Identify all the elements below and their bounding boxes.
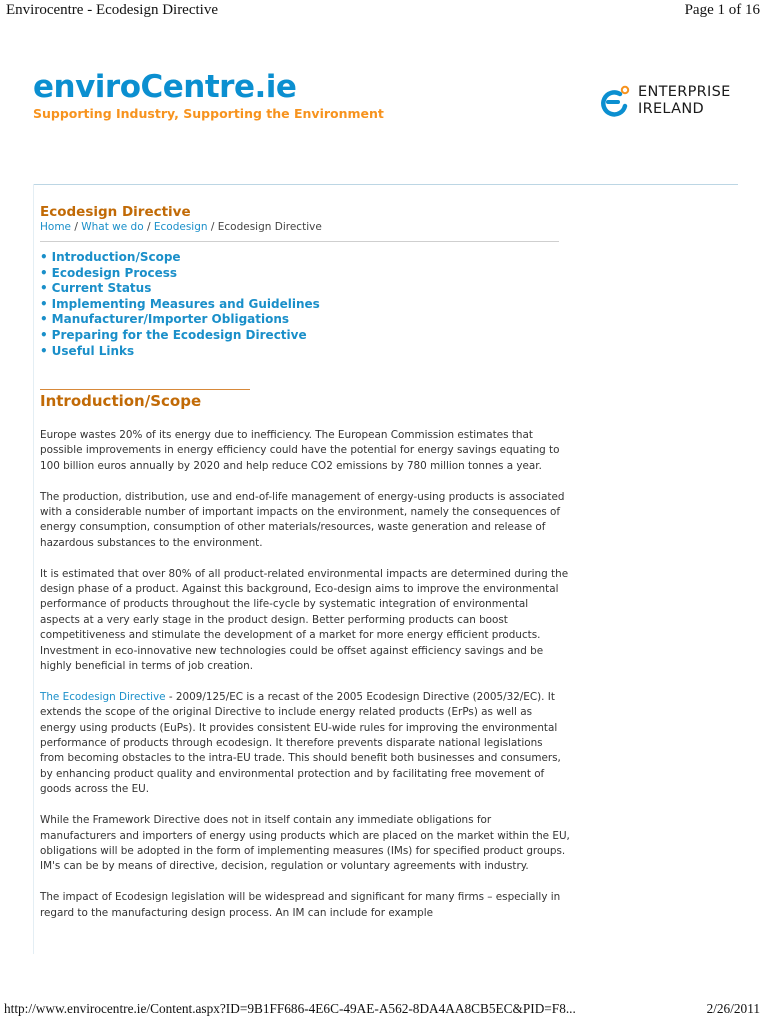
header-divider bbox=[33, 184, 738, 185]
article-body bbox=[40, 428, 570, 936]
print-footer-url: http://www.envirocentre.ie/Content.aspx?ID=9B1FF686-4E6C-49AE-A562-8DA4AA8CB5EC&PID=F8... bbox=[4, 1001, 576, 1016]
paragraph: The impact of Ecodesign legislation will be widespread and significant for many firms – especially in regard to the manufacturing design process. An IM can include for example bbox=[40, 891, 561, 919]
breadcrumb-ecodesign-link[interactable]: Ecodesign bbox=[153, 221, 208, 233]
toc-link-current-status[interactable] bbox=[40, 281, 320, 297]
paragraph: The production, distribution, use and end-of-life management of energy-using products is associated with a considerable number of important impacts on the environment, namely the consequences of energy consumption, consumption of other materials/resources, waste generation and release of hazardous substances to the environment. bbox=[40, 490, 565, 549]
breadcrumb-what-we-do-link[interactable]: What we do bbox=[81, 221, 144, 233]
enterprise-ireland-logo[interactable] bbox=[598, 84, 731, 118]
paragraph bbox=[40, 690, 570, 798]
breadcrumb-current: Ecodesign Directive bbox=[217, 221, 322, 233]
breadcrumb-separator: / bbox=[143, 221, 154, 233]
toc-link-preparing[interactable] bbox=[40, 328, 320, 344]
bullet-icon: • bbox=[40, 343, 48, 358]
print-footer-date: 2/26/2011 bbox=[706, 1001, 760, 1016]
bullet-icon: • bbox=[40, 250, 48, 264]
section-divider bbox=[40, 389, 250, 390]
enterprise-ireland-logo-icon bbox=[598, 84, 632, 118]
toc-link-label: Introduction/Scope bbox=[51, 250, 181, 264]
logo-tagline-part-a: Supporting Industry, bbox=[33, 106, 179, 121]
enterprise-ireland-text bbox=[638, 84, 731, 118]
enterprise-ireland-line1: ENTERPRISE bbox=[638, 84, 731, 100]
print-header-page: Page 1 of 16 bbox=[684, 2, 760, 18]
logo-tagline-part-b: Supporting the Environment bbox=[178, 106, 384, 121]
toc-link-introduction[interactable] bbox=[40, 250, 320, 266]
toc-link-label: Current Status bbox=[51, 281, 152, 296]
paragraph: It is estimated that over 80% of all product-related environmental impacts are determined during the design phase of a product. Against this background, Eco-design aims to improve the environmental performance of products throughout the life-cycle by systematic integration of environmental aspects at a very early stage in the product design. Better performing products can boost competitiveness and stimulate the development of a market for more energy efficient products. Investment in eco-innovative new technologies could be offset against efficiency savings and be highly beneficial in terms of job creation. bbox=[40, 567, 569, 673]
bullet-icon: • bbox=[40, 281, 48, 296]
logo-title: enviroCentre.ie bbox=[33, 69, 297, 105]
toc-link-label: Implementing Measures and Guidelines bbox=[51, 296, 320, 311]
paragraph-text: - 2009/125/EC is a recast of the 2005 Ecodesign Directive (2005/32/EC). It extends the scope of the original Directive to include energy related products (ErPs) as well as energy using products (EuPs). It provides consistent EU-wide rules for improving the environmental performance of products through ecodesign. It therefore prevents disparate national legislations from becoming obstacles to the intra-EU trade. This should benefit both businesses and consumers, by enhancing product quality and environmental protection and by facilitating free movement of goods across the EU. bbox=[40, 690, 561, 796]
logo-tagline bbox=[33, 106, 384, 121]
bullet-icon: • bbox=[40, 327, 48, 342]
toc-link-implementing-measures[interactable] bbox=[40, 297, 320, 313]
envirocentre-logo[interactable] bbox=[33, 70, 384, 121]
toc-link-useful-links[interactable] bbox=[40, 344, 320, 360]
toc-link-label: Ecodesign Process bbox=[51, 265, 178, 280]
breadcrumb-separator: / bbox=[71, 221, 82, 233]
toc-link-obligations[interactable] bbox=[40, 312, 320, 328]
print-header bbox=[0, 0, 768, 22]
breadcrumb-separator: / bbox=[207, 221, 218, 233]
print-header-title: Envirocentre - Ecodesign Directive bbox=[6, 2, 218, 18]
bullet-icon: • bbox=[40, 265, 48, 280]
section-title: Introduction/Scope bbox=[40, 392, 202, 410]
paragraph: While the Framework Directive does not in itself contain any immediate obligations for manufacturers and importers of energy using products which are placed on the market within the EU, obligations will be adopted in the form of implementing measures (IMs) for specified product groups. IM's can be by means of directive, decision, regulation or voluntary agreements with industry. bbox=[40, 814, 570, 873]
toc-link-label: Manufacturer/Importer Obligations bbox=[51, 312, 290, 327]
print-footer bbox=[0, 1001, 768, 1021]
breadcrumb bbox=[40, 221, 322, 233]
page-title: Ecodesign Directive bbox=[40, 204, 191, 220]
table-of-contents bbox=[40, 250, 320, 359]
toc-link-label: Useful Links bbox=[51, 343, 135, 358]
content-left-border bbox=[33, 184, 34, 954]
ecodesign-directive-link[interactable]: The Ecodesign Directive bbox=[40, 690, 166, 703]
breadcrumb-divider bbox=[40, 241, 559, 242]
breadcrumb-home-link[interactable]: Home bbox=[40, 221, 72, 233]
enterprise-ireland-line2: IRELAND bbox=[638, 101, 704, 117]
bullet-icon: • bbox=[40, 312, 48, 327]
bullet-icon: • bbox=[40, 296, 48, 311]
paragraph: Europe wastes 20% of its energy due to inefficiency. The European Commission estimates that possible improvements in energy efficiency could have the potential for energy savings equating to 100 billion euros annually by 2020 and help reduce CO2 emissions by 780 million tonnes a year. bbox=[40, 429, 560, 472]
toc-link-ecodesign-process[interactable] bbox=[40, 266, 320, 282]
toc-link-label: Preparing for the Ecodesign Directive bbox=[51, 327, 307, 342]
